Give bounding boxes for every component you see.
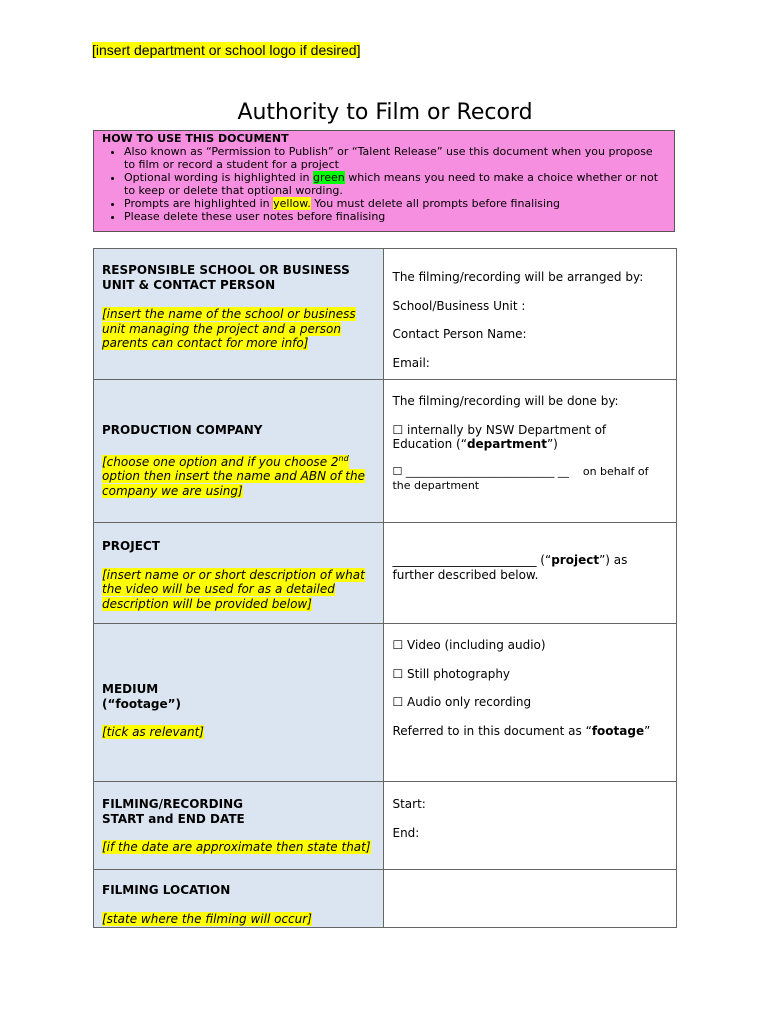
how-to-bullet: • Also known as “Permission to Publish” or “Talent Release” use this document when you propose to film or record a student for a project: [124, 145, 666, 171]
project-name-blank[interactable]: ________________________: [392, 553, 537, 567]
row-label: RESPONSIBLE SCHOOL OR BUSINESS UNIT & CONTACT PERSON: [102, 263, 350, 292]
location-value-cell[interactable]: [384, 870, 677, 928]
how-to-use-panel: [93, 130, 675, 232]
video-checkbox-option[interactable]: ☐ Video (including audio): [392, 638, 546, 652]
email-field[interactable]: Email:: [392, 355, 430, 370]
label-cell: [94, 624, 384, 782]
row-label: PRODUCTION COMPANY: [102, 423, 263, 437]
row-label: FILMING LOCATION: [102, 883, 231, 897]
project-text: ________________________ (“project”) as further described below.: [392, 553, 628, 582]
row-production: [94, 380, 677, 523]
company-name-blank[interactable]: ___________________________ __: [405, 464, 569, 478]
row-responsible: [94, 249, 677, 380]
label-cell: [94, 380, 384, 523]
logo-placeholder-note: [insert department or school logo if desired]: [92, 42, 361, 58]
row-label: PROJECT: [102, 539, 160, 553]
row-label: MEDIUM: [102, 682, 159, 696]
row-label: START and END DATE: [102, 811, 245, 826]
audio-only-checkbox-option[interactable]: ☐ Audio only recording: [392, 695, 532, 709]
value-cell[interactable]: [384, 249, 677, 380]
prompt-text: [insert name or or short description of what the video will be used for as a detailed description will be provided below]: [102, 567, 365, 611]
yellow-highlight-example: yellow.: [273, 197, 311, 210]
label-cell: [94, 782, 384, 870]
authority-form-table: [93, 248, 677, 928]
row-label: (“footage”): [102, 696, 182, 711]
done-by-text: The filming/recording will be done by:: [392, 394, 619, 408]
prompt-text: [choose one option and if you choose 2nd option then insert the name and ABN of the company we are using]: [102, 453, 365, 498]
how-to-heading: HOW TO USE THIS DOCUMENT: [102, 132, 289, 145]
row-medium: [94, 624, 677, 782]
label-cell: [94, 249, 384, 380]
value-cell: [384, 624, 677, 782]
label-cell: [94, 870, 384, 928]
row-dates: [94, 782, 677, 870]
prompt-text: [insert the name of the school or business unit managing the project and a person parents can contact for more info]: [102, 307, 356, 350]
how-to-bullet: • Optional wording is highlighted in green which means you need to make a choice whether or not to keep or delete that optional wording.: [124, 171, 666, 197]
internal-checkbox-option[interactable]: ☐ internally by NSW Department of Education (“department”): [392, 422, 607, 451]
document-title: Authority to Film or Record: [237, 100, 533, 125]
school-unit-field[interactable]: School/Business Unit :: [392, 298, 526, 313]
row-location: [94, 870, 677, 928]
end-date-field[interactable]: End:: [392, 825, 420, 840]
footage-reference-text: Referred to in this document as “footage”: [392, 723, 651, 738]
value-cell: [384, 380, 677, 523]
arranged-by-text: The filming/recording will be arranged by:: [392, 270, 644, 284]
prompt-text: [if the date are approximate then state that]: [102, 840, 371, 854]
prompt-text: [tick as relevant]: [102, 725, 204, 739]
row-project: [94, 523, 677, 624]
how-to-bullet: • Prompts are highlighted in yellow. You must delete all prompts before finalising: [124, 197, 666, 210]
label-cell: [94, 523, 384, 624]
how-to-bullet: • Please delete these user notes before finalising: [124, 210, 666, 223]
green-highlight-example: green: [312, 171, 345, 184]
start-date-field[interactable]: Start:: [392, 797, 426, 811]
contact-name-field[interactable]: Contact Person Name:: [392, 327, 527, 341]
prompt-text: [state where the filming will occur]: [102, 911, 312, 926]
external-company-checkbox-option[interactable]: ☐ ___________________________ __ on behalf of the department: [392, 464, 649, 492]
value-cell: [384, 782, 677, 870]
row-label: FILMING/RECORDING: [102, 797, 243, 811]
value-cell: [384, 523, 677, 624]
how-to-list: [102, 145, 666, 223]
still-photography-checkbox-option[interactable]: ☐ Still photography: [392, 666, 511, 681]
